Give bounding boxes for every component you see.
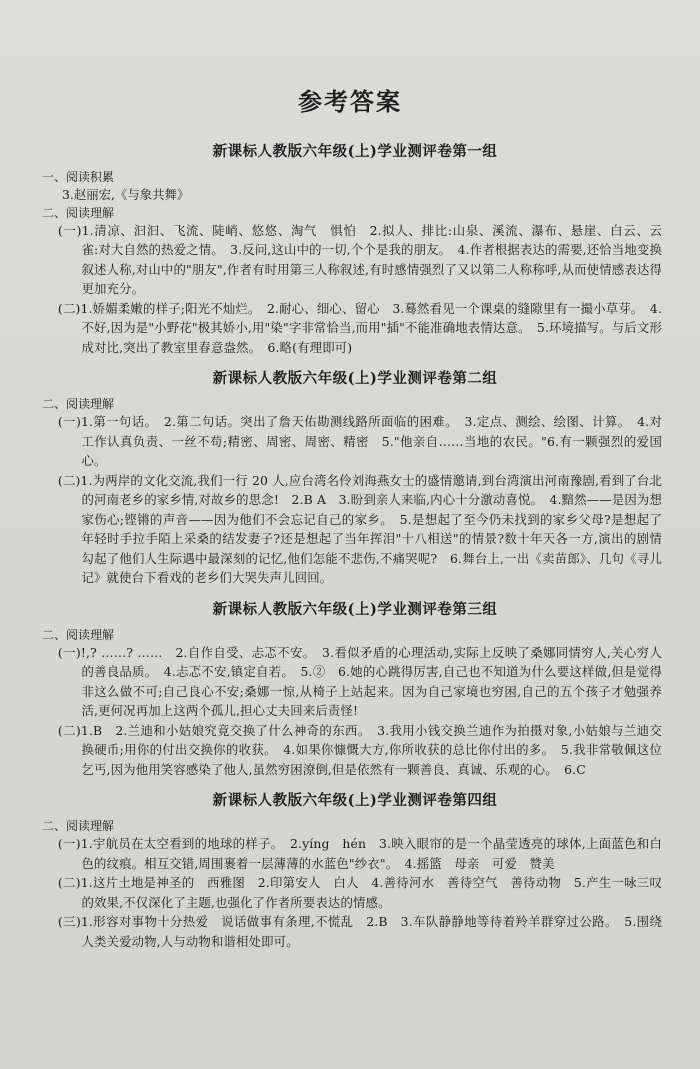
- answer-text: (一)1.清凉、汩汩、飞流、陡峭、悠悠、淘气 惧怕 2.拟人、排比:山泉、溪流、瀑布、悬崖、白云、云 雀:对大自然的热爱之情。 3.反问,这山中的一切,个个是我的朋友。 4.作者根据表达的需要,还恰当地变换叙述人称,对山中的"朋友",作者有时用第三人称叙述,有时感情强烈了又以第二人称称呼,从而使情感表达得更加充分。: [57, 222, 675, 296]
- answer-group: [42, 367, 662, 588]
- answer-body: [42, 140, 675, 961]
- group-title: 新课标人教版六年级(上)学业测评卷第三组: [212, 600, 498, 618]
- answer-text: (一)1.第一句话。 2.第二句话。突出了詹天佑勘测线路所面临的困难。 3.定点、测绘、绘图、计算。 4.对工作认真负责、一丝不苟;精密、周密、周密、精密 5."他亲自……当地的农民。"6.有一颗强烈的爱国心。: [57, 414, 662, 468]
- section-heading: 一、阅读积累: [42, 170, 115, 184]
- page-title: 参考答案: [298, 87, 402, 116]
- answer-text: (二)1.B 2.兰迪和小姑娘究竟交换了什么神奇的东西。 3.我用小钱交换兰迪作为拍摄对象,小姑娘与兰迪交换硬币;用你的付出交换你的收获。 4.如果你慷慨大方,你所收获的总比你付出的多。 5.我非常敬佩这位乞丐,因为他用笑容感染了他人,虽然穷困潦倒,但是依然有一颗善良、真诚、乐观的心。 6.C: [57, 722, 662, 777]
- section-heading: 二、阅读理解: [42, 397, 115, 411]
- answer-text: (二)1.娇媚柔嫩的样子;阳光不灿烂。 2.耐心、细心、留心 3.蓦然看见一个课桌的缝隙里有一撮小草芽。 4.不好,因为是"小野花"极其娇小,用"染"字非常恰当,而用"插"不能准确地表情达意。 5.环境描写。与后文形成对比,突出了教室里春意盎然。 6.略(有理即可): [57, 300, 662, 355]
- group-title: 新课标人教版六年级(上)学业测评卷第一组: [212, 143, 498, 160]
- group-title: 新课标人教版六年级(上)学业测评卷第二组: [212, 370, 498, 387]
- section-heading: 二、阅读理解: [42, 205, 115, 220]
- answer-text: 3.赵丽宏,《与象共舞》: [62, 187, 190, 202]
- answer-text: (一)!,? ……? …… 2.自作自受、忐忑不安。 3.看似矛盾的心理活动,实际上反映了桑娜同情穷人,关心穷人的善良品质。 4.忐忑不安,镇定自若。 5.② 6.她的心跳得厉害,自己也不知道为什么要这样做,但是觉得非这么做不可;自己良心不安;桑娜一惊,从椅子上站起来。因为自己家境也穷困,自己的五个孩子才勉强养活,更何况再加上这两个孤儿,担心丈夫回来后责怪!: [57, 644, 662, 718]
- section-heading: 二、阅读理解: [42, 627, 115, 642]
- answer-text: (二)1.为两岸的文化交流,我们一行 20 人,应台湾名伶刘海燕女士的盛情邀请,到台湾演出河南豫剧,看到了台北的河南老乡的家乡情,对故乡的思念! 2.B A 3.盼到亲人来临,内心十分激动喜悦。 4.黯然——是因为想家伤心;铿锵的声音——因为他们不会忘记自己的家乡。 5.是想起了至今仍未找到的家乡父母?是想起了年轻时手拉手陌上采桑的结发妻子?还是想起了当年挥泪"十八相送"的情景?数十年天各一方,演出的剧情勾起了他们人生际遇中最深刻的记忆,他们怎能不悲伤,不痛哭呢? 6.舞台上,一出《卖苗郎》、几句《寻儿记》就使台下看戏的老乡们大哭失声儿回回。: [57, 472, 662, 585]
- answer-group: [42, 789, 662, 951]
- answer-group: [42, 140, 675, 357]
- answer-text: (二)1.这片土地是神圣的 西雅图 2.印第安人 白人 4.善待河水 善待空气 善待动物 5.产生一咏三叹的效果,不仅深化了主题,也强化了作者所要表达的情感。: [57, 875, 662, 910]
- section-heading: 二、阅读理解: [42, 819, 115, 833]
- group-title: 新课标人教版六年级(上)学业测评卷第四组: [212, 792, 498, 809]
- answer-text: (一)1.宇航员在太空看到的地球的样子。 2.yíng hén 3.映入眼帘的是一个晶莹透亮的球体,上面蓝色和白色的纹痕。相互交错,周围裹着一层薄薄的水蓝色"纱衣"。 4.摇篮 母亲 可爱 赞美: [57, 836, 662, 871]
- answer-text: (三)1.形容对事物十分热爱 说话做事有条理,不慌乱 2.B 3.车队静静地等待着羚羊群穿过公路。 5.围绕人类关爱动物,人与动物和谐相处即可。: [57, 914, 662, 949]
- answer-group: [42, 598, 662, 780]
